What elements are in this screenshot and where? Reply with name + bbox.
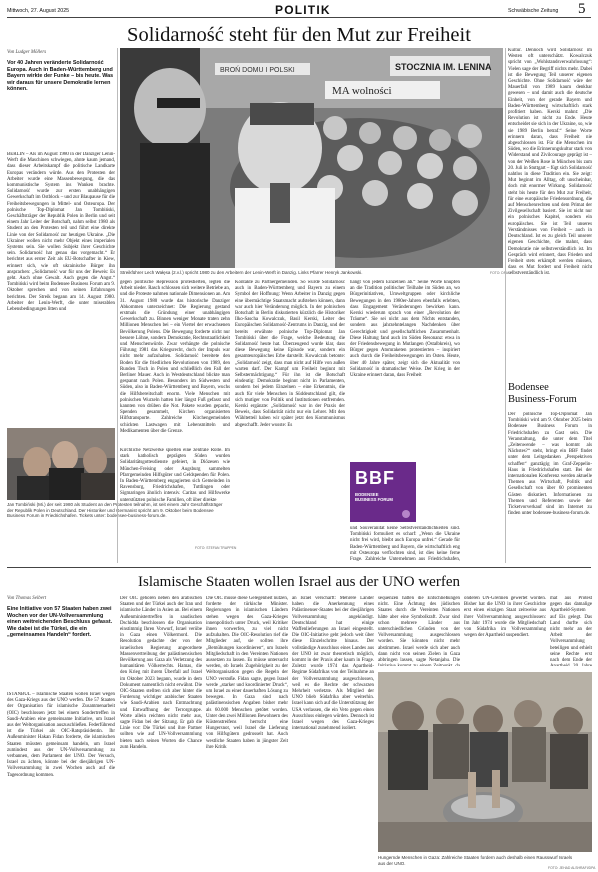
sidebar-heading: Bodensee Business-Forum (508, 382, 577, 405)
publication-name: Schwäbische Zeitung (508, 8, 559, 14)
photo-banner-3: MA wolności (332, 85, 392, 97)
article1-headline: Solidarność steht für den Mut zur Freiheit (127, 24, 471, 46)
bbf-logo-subtitle: BODENSEE BUSINESS FORUM (355, 492, 393, 502)
main-photo-caption: Streikführer Lech Wałęsa (2.v.l.) spricht 1980 zu den Arbeitern der Lenin-Werft in Danzig. Links Pfarrer Henryk Jankowski. (120, 270, 363, 275)
main-photo (120, 48, 503, 268)
article2-byline: Von Thomas Seibert (7, 596, 47, 601)
portrait-photo (7, 428, 115, 500)
article2-lead: Eine Initiative von 57 Staaten haben zwei Wochen vor der UN-Vollversammlung einen weitreichenden Beschluss gefasst. Wie dabei ist die Türkei, die ein „gemeinsames Handeln“ fordert. (7, 606, 113, 639)
article1-col5: hängt von jedem Einzelnen ab.“ Seine Worte knüpfen an die Tradition politischer Teilhabe im Süden an, wo Bürgerinitiativen, Umweltgruppen oder kirchliche Bewegungen in den 1980er-Jahren ebenfalls erlebten, dass Engagement Veränderungen bewirken kann. Kerski wiederum sprach von einer „Revolution der Träume“. Sie sei nicht aus dem Nichts entstanden, sondern aus jahrzehntelangen Nachdenken über Gerechtigkeit und gesellschaftlichen Zusammenhalt. Diese Haltung fand auch im Süden Resonanz: etwa in der Friedensbewegung in Mutlangen (Ostalbkreis), wo Bürger gegen Atomraketen protestierten – inspiriert auch durch die Freiheitsbewegungen im Osten. Heute, über 40 Jahre später, zeigt sich die Aktualität von Solidarność in dramatischer Weise. Der Krieg in der Ukraine erinnert daran, dass Freiheit (350, 280, 460, 379)
article1-byline: Von Ludger Möllers (7, 50, 47, 55)
section-title: POLITIK (275, 3, 331, 17)
article2-headline: Islamische Staaten wollen Israel aus der UNO werfen (138, 574, 460, 590)
solidarnosc-photo (120, 48, 503, 268)
header-date: Mittwoch, 27. August 2025 (7, 8, 70, 14)
gaza-photo (378, 672, 592, 852)
article2-col2: Der OIC gehören neben den arabischen Staaten und der Türkei auch der Iran und islamische Länder in Asien an. Bei einem Außenministertreffen in saudischen Dschidda beschlossen die Organisation einstimmig Ihren Vorwurf, Israel verübe in Gaza einen Völkermord. Die Resolution gedachte der von der israelischen Regierung angeordnete Massenvertreibung der palästinensischen Bevölkerung aus Gaza als Verletzung des humanitären Völkerrechts. Hamas, die den Krieg mit ihrem Überfall auf Israel im Oktober 2023 begann, wurde in dem Dokument namentlich nicht erwähnt. Die OIC-Staaten stellten sich aber hinter die Forderung wichtiger arabischer Staaten wie Saudi-Arabien nach Entmachtung und Entwaffnung der Terrorgruppe. Worte allein reichten nicht mehr aus, sagte Fidan bei der Sitzung. Er gab die Linie vor: Die Türkei und ihre Partner sollten wie auf UN-Vollversammlung bieten nach seinen Worten die Chance zum Handeln. (120, 596, 202, 750)
article2-col7: mat aus Protest gegen das damalige Apartheid-System auf Eis gelegt. Das Land durfte sich nicht mehr an der Arbeit der Vollversammlung beteiligen und erhielt seine Rechte erst nach dem Ende der (550, 596, 592, 664)
gaza-photo-image (378, 672, 592, 852)
article2-col1: ISTANBUL – Islamische Staaten wollen Israel wegen des Gaza-Kriegs aus der UNO werfen. Die 57 Staaten der Organisation für islamische Zusammenarbeit (OIC) beschlossen jetzt bei einem Sondertreffen in Saudi-Arabien eine gemeinsame Initiative, um Israel aus der Weltorganisation auszuschließen. Federführend ist die Türkei als OIC-Ratspräsidentin. Ihr Außenminister Hakan Fidan forderte, die islamischen Staaten müssten gemeinsam handeln, um Israel zumindest aus der UN-Vollversammlung zu verbannen, dem Parlament der UNO. Der Versuch, Israel zu ächten, könnte bei der diesjährigen UN-Vollversammlung in zwei Wochen auch auf die Tagesordnung kommen. (7, 692, 115, 778)
article1-col3: Kirchliche Netzwerke spielten eine zentrale Rolle. Im stark katholisch geprägten Süden wurden Solidaritätsgottesdienste gefeiert, in Diözesen wie München-Freising oder Augsburg sammelten Pfarrgemeinden Hilfsgüter und Geldspenden für Polen. In Baden-Württemberg engagierten sich Gemeinden in Ravensburg, Friedrichshafen, Tuttlingen oder Sigmaringen ähnlich intensiv. Caritas und Hilfswerke unterstützten polnische Familien, oft über direkte (120, 448, 230, 503)
bbf-dots-icon (402, 510, 410, 518)
page-number: 5 (578, 1, 586, 17)
photo-banner-1: BROŃ DOMU I POLSKI (220, 67, 295, 74)
article2-col3: Die OIC müsse diese Gelegenheit nutzen, forderte der türkische Minister. Regierungen in islamischen Ländern stehen wegen des Gaza-Krieges innenpolitisch unter Druck, weil Kritiker ihnen vorwerfen, zu viel nicht aufzuhalten. Die OIC-Resolution rief die Mitglieder auf, sie sollten ihre „Bemühungen koordinieren“, um Israels Mitgliedschaft in den Vereinten Nationen aussetzen zu lassen. Es müsse untersucht werden, ob Israels Zugehörigkeit zu der Weltorganisation gegen die Regeln der UNO verstoße. Fidan sagte, gegen Israel werde „starker und koordinierter Druck“, um Israel zu einer dauerhaften Lösung zu bewegen. In Gaza sind nach palästinensischen Angaben bisher mehr als 60.000 Menschen getötet worden. Unter den zwei Millionen Bewohnern des Küstenstreifens herrscht eine Hungersnot, weil Israel die Lieferung von Hilfsgütern gedrosselt hat. Auch westliche Staaten haben in jüngster Zeit ihre Kritik (206, 596, 288, 750)
photo-banner-2: STOCZNIA IM. LENINA (395, 62, 492, 72)
page-header (0, 0, 598, 18)
article1-col1: BERLIN – Als im August 1980 in der Danziger Lenin-Werft die Maschinen schwiegen, ahnte kaum jemand, dass dieser Arbeitskampf die politische Landkarte Europas verändern würde. Aus den Protesten der Arbeiter wurde eine Massenbewegung, die das kommunistische System ins Wanken brachte. Solidarność wurde zur ersten unabhängigen Gewerkschaft im Ostblock – und zur Blaupause für die Freiheitsbewegungen in Mittel- und Osteuropa. Der polnische Top-Diplomat Jan Tombiński, Geschäftsträger der Republik Polen in Berlin und seit einem Jahr Leiter der Botschaft, nahm selbst 1980 als Student an den Protesten teil und führt eine direkte Linie von der Solidarność zur heutigen Ukraine. „Die Ukrainer wollen nicht mehr Objekt eines imperialen Systems sein. Sie wollen Subjekt ihrer Geschichte sein. Solidarność hat genau das vorgemacht.“ Er berichtet aus erster Zeit als EU-Botschafter in Kiew, erinnert sich, wie oft ukrainische Bürger ihn ansprachen: „Solidarność war für uns der Beweis: Es geht. Auch ohne Gewalt. Auch gegen die Angst.“ Tombiński wird beim Bodensee Business Forum am 9. Oktober sprechen und von seinen Erfahrungen berichten. Der Streik begann am 14. August 1980. Arbeiter der Lenin-Werft, die unter miserablen Lebensbedingungen litten und (7, 152, 115, 313)
portrait-caption: Jan Tombiński (Mi.) der seit 1980 als Student an den Protesten teilnahm, ist seit einem Jahr Geschäftsträger der Republik Polen in Deutschland. Der Historiker und Germanist spricht am 9. Oktober beim Bodensee Business Forum in Friedrichshafen. Tickets unter: bodensee-business-forum.de. (7, 502, 223, 519)
article1-col2: gegen politische Repression protestierten, legten die Arbeit nieder. Rasch schlossen sich weitere Betriebe an, und die Proteste nahmen nationale Dimensionen an. Am 31. August 1980 wurde das historische Danziger Abkommen unterzeichnet: Die Regierung gestand erstmals die Gründung einer unabhängigen Gewerkschaft zu. Binnen weniger Monate traten zehn Millionen Menschen bei – ein Viertel der erwachsenen Bevölkerung Polens. Die Bewegung forderte nicht nur bessere Löhne, sondern Demokratie, Rechtsstaatlichkeit und Menschenwürde. Zwar verhängte die polnische Führung 1981 das Kriegsrecht, doch der Impuls war nicht mehr aufzuhalten. Solidarność bereitete den Boden für die friedlichen Revolutionen von 1989, den Runden Tisch in Polen und schließlich den Fall der Berliner Mauer. Auch in Westdeutschland blickte man gespannt nach Polen. Besonders im Südwesten und Süden, also in Baden-Württemberg und Bayern, wuchs die Hilfsbereitschaft enorm. Viele Menschen mit polnischen Wurzeln hatten hier längst Fuß gefasst und kannten von drüben die Not. Pakete wurden gepackt, Spenden gesammelt, Kirchen organisierten Hilfstransporte. Zahlreiche Kirchengemeinden schickten Lastwagen mit Lebensmitteln und Medikamenten über die Grenze. (120, 280, 230, 434)
bbf-logo-title: BBF (355, 468, 395, 488)
main-photo-credit: FOTO: DPA (490, 271, 508, 275)
article1-lead: Vor 40 Jahren veränderte Solidarność Europa. Auch in Baden-Württemberg und Bayern wirkte der Funke – bis heute. Was wir daraus für unsere Demokratie lernen können. (7, 60, 114, 93)
portrait-credit: FOTO: STEFAN TRAPPEN (195, 546, 237, 550)
article1-col5b: und Souveränität keine Selbstverständlichkeiten sind. Tombiński formuliert es scharf: „Wenn die Ukraine nicht frei wird, bleibt auch Europa unfrei.“ Gerade für Baden-Württemberg und Bayern, die wirtschaftlich eng mit Osteuropa verflochten sind, ist dies keine ferne Frage. Zahlreiche Unternehmen aus Friedrichshafen, (350, 526, 460, 562)
sidebar-text: Der polnische Top-Diplomat Jan Tombiński wird am 9. Oktober 2025 beim Bodensee Business Forum in Friedrichshafen zu Gast sein. Die Veranstaltung, die unter dem Titel „Zeitenwende – was kommt als Nächstes?“ steht, bringt ein BBF findet unter dem Leitgedanken „Perspektiven schaffen“ ganztägig im Graf-Zeppelin-Haus in Friedrichshafen statt. Bei der internationalen Konferenz werden aktuelle Themen aus Wirtschaft, Politik und Gesellschaft von über 60 prominenten Gästen diskutiert. Informationen zu Themen und Referenten sowie der Ticketvorverkauf sind im Internet zu finden unter bodensee-business-forum.de. (508, 412, 592, 517)
article2-col4: an Israel verschärft: Mehrere Länder haben die Anerkennung eines Palästinenser-Staates bei der diesjährigen Vollversammlung angekündigt. Deutschland hat einige Waffenlieferungen an Israel eingestellt. Die OIC-Initiative geht jedoch weit über diese Einzelschritte hinaus. Der vollständige Ausschluss eines Landes aus der UNO ist zwar theoretisch möglich, kommt in der Praxis aber kaum in Frage. Zuletzt wurde 1974 das Apartheid-Regime Südafrikas von der Teilnahme an der Vollversammlung ausgeschlossen, weil es die Rechte der schwarzen Mehrheit verletzte. Als Mitglied der UNO blieb Südafrika aber weiterhin. Israel kann sich auf die Unterstützung der USA verlassen, die ein Veto gegen einen Ausschluss einlegen würden. Dennoch ist Israel wegen des Gaza-Krieges international zunehmend isoliert. (292, 596, 374, 732)
header-rule (7, 17, 591, 18)
tombinski-portrait (7, 428, 115, 500)
article1-col7: Kultur. Dennoch wird Solidarność im Westen oft unterschätzt. Kowalczuk spricht von „Wohlstandsverwahrlosung“: Vielen sage der Begriff nichts mehr. Dabei ist die Bewegung Teil unserer eigenen Geschichte. Ohne Solidarność wäre der Mauerfall von 1989 kaum denkbar gewesen – und damit auch die deutsche Einheit, von der gerade Bayern und Baden-Württemberg wirtschaftlich stark profitiert haben. Kerski mahnt: „Die Revolution ist nicht zu Ende. Heute entscheidet sie sich in der Ukraine, so, wie sie 1989 Berlin betraf.“ Seine Worte erinnern daran, dass Freiheit nie abgeschlossen ist. Für die Menschen im Süden, wo die Erinnerungskultur stark von Widerstand und Zivilcourage geprägt ist – von der Weißen Rose in München bis zum 20. Juli in Stuttgart – fügt sich Solidarność nahtlos in diese Tradition ein. Sie zeigt: Mut beginnt im Alltag, oft unscheinbar, doch mit enormer Wirkung. Solidarność steht bis heute für den Mut zur Freiheit, für eine europäische Friedensordnung, die auf Menschenrechten und dem Primat der Zivilgesellschaft basiert. Sie ist nicht nur ein polnisches Kapitel, sondern ein europäisches. Sie ist Teil unseres Verständnisses von Freiheit – auch in Deutschland. Ist es zu gleich Teil unserer eigenen Geschichte, die mahnt, dass Demokratie nie selbstverständlich ist. Im Gespräch wird erinnert, dass Frieden und Freiheit stets erkämpft werden müssen, dass es Mut fordert und Freiheit nicht selbstverständlich ist. (508, 48, 592, 277)
column-separator (117, 48, 118, 563)
column-separator (505, 48, 506, 563)
article2-col5: sequenzen hatten die Entschließungen nicht. Eine Ächtung des jüdischen Staates durch die Vereinten Nationen hätte aber eine Symbolkraft. Zwar sind schon mehrere Länder aus unterschiedlichen Gründen von der Vollversammlung ausgeschlossen worden. Sie könnten nicht mehr abstimmen. Israel werde sich aber auch dann nicht von seinen Zielen in Gaza abbringen lassen, sagte Netanjahu. Die (378, 596, 460, 664)
section-divider (7, 567, 591, 568)
article2-col6: onderen UN-Gremien gewertet worden. Bisher hat die UNO in ihrer Geschichte erst einen einzigen Staat zeitweise aus ihrer Vollversammlung ausgeschlossen: Im Jahr 1974 wurde die Mitgliedschaft von Südafrika im Vollversammlung wegen der Apartheid suspendiert. (464, 596, 546, 639)
gaza-photo-caption: Hungernde Menschen in Gaza: Zahlreiche Staaten fordern auch deshalb einen Rausswurf Israels aus der UNO. (378, 855, 573, 866)
gaza-photo-credit: FOTO: JEHAD ALSHRAFI/DPA (548, 866, 596, 870)
article1-col4: Kontakte zu Partnergemeinden. So wurde Solidarność auch in Baden-Württemberg und Bayern zu einem Symbol der Hoffnung: Wenn Arbeiter in Danzig gegen eine übermächtige Staatsmacht aufstehen können, dann war auch hier Veränderung möglich. In der polnischen Botschaft in Berlin diskutierten kürzlich die Historiker Ilko-Sascha Kowalczuk, Basil Kerski, Leiter des Europäischen Solidarność-Zentrums in Danzig, und der bereits erwähnte polnische Top-Diplomat Jan Tombiński über die Frage, welche Bedeutung die Solidarność heute hat. Überzeugend wurde klar, dass diese Bewegung keine Episode war, sondern ein gesamteuropäisches Erbe darstellt. Kowalczuk betonte: „Solidarność zeigt, dass man nicht auf Hilfe von außen warten darf. Der Kampf um Freiheit beginnt mit Selbstermächtigung.“ Für ihn ist die Botschaft eindeutig: Demokratie beginnt nicht in Parlamenten, sondern bei jedem Einzelnen – eine Erkenntnis, die auch für viele Menschen in Süddeutschland gilt, die sich mutiger von Politik und Institutionen entfremden. Kerski ergänzte: „Solidarność war in der Praxis der Beweis, dass Solidarität nicht nur ein Lehrer. Mit den Wähltetteil haben wir später jetzt den Kommunismus abgeschafft. Jeder wusste: Es (235, 280, 345, 428)
bbf-logo-icon (350, 462, 416, 522)
